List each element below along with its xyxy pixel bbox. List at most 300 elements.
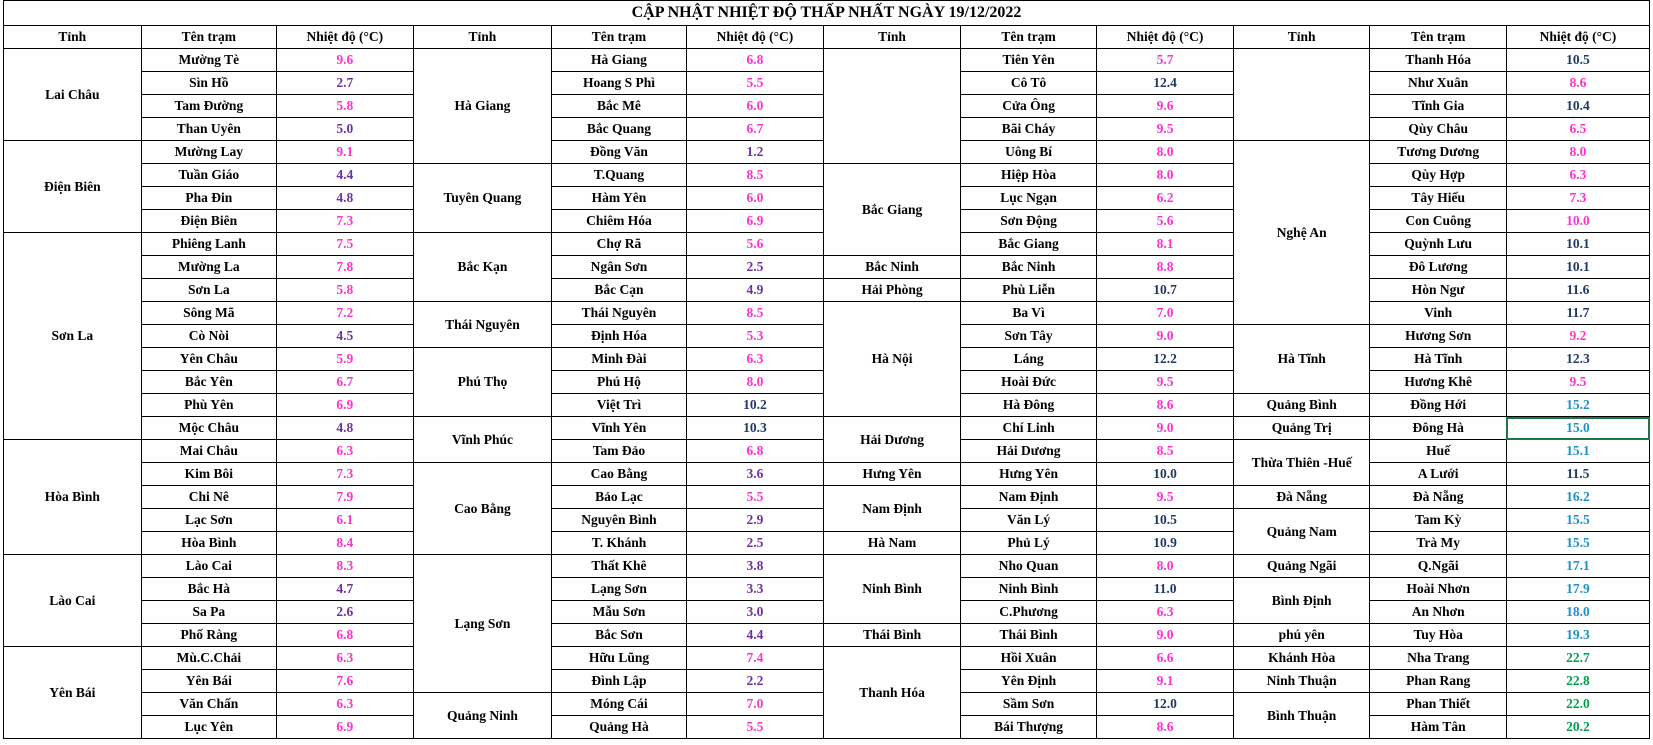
station-cell: Bãi Cháy — [960, 118, 1097, 141]
province-cell: Quảng Nam — [1233, 509, 1370, 555]
temp-cell: 6.8 — [686, 49, 824, 72]
province-cell: Hà Nội — [824, 302, 961, 417]
station-cell: Lạc Sơn — [141, 509, 276, 532]
temp-cell: 7.3 — [277, 463, 414, 486]
station-cell: Hưng Yên — [960, 463, 1097, 486]
col-header-temp: Nhiệt độ (°C) — [686, 26, 824, 49]
temp-cell: 10.0 — [1506, 210, 1649, 233]
station-cell: Hàm Yên — [552, 187, 686, 210]
province-cell: Phú Thọ — [413, 348, 552, 417]
temp-cell: 11.0 — [1097, 578, 1234, 601]
temp-cell: 11.5 — [1506, 463, 1649, 486]
temp-cell: 9.0 — [1097, 325, 1234, 348]
temp-cell: 6.0 — [686, 95, 824, 118]
temp-cell: 7.2 — [277, 302, 414, 325]
temp-cell: 5.6 — [686, 233, 824, 256]
temp-cell: 15.0 — [1506, 417, 1649, 440]
temp-cell: 6.8 — [277, 624, 414, 647]
province-cell: Cao Bằng — [413, 463, 552, 555]
temp-cell: 6.7 — [277, 371, 414, 394]
temp-cell: 8.6 — [1097, 394, 1234, 417]
temp-cell: 3.8 — [686, 555, 824, 578]
temp-cell: 4.8 — [277, 187, 414, 210]
station-cell: Yên Châu — [141, 348, 276, 371]
province-cell: Khánh Hòa — [1233, 647, 1370, 670]
temp-cell: 8.8 — [1097, 256, 1234, 279]
station-cell: Yên Bái — [141, 670, 276, 693]
temp-cell: 8.0 — [1097, 141, 1234, 164]
station-cell: Vĩnh Yên — [552, 417, 686, 440]
station-cell: Hải Dương — [960, 440, 1097, 463]
temp-cell: 6.3 — [686, 348, 824, 371]
station-cell: Q.Ngãi — [1370, 555, 1507, 578]
temp-cell: 9.5 — [1097, 486, 1234, 509]
province-cell: Yên Bái — [4, 647, 142, 739]
station-cell: Hòa Bình — [141, 532, 276, 555]
temp-cell: 22.0 — [1506, 693, 1649, 716]
temp-cell: 12.3 — [1506, 348, 1649, 371]
station-cell: Ninh Bình — [960, 578, 1097, 601]
temp-cell: 10.7 — [1097, 279, 1234, 302]
temp-cell: 9.6 — [1097, 95, 1234, 118]
province-cell: Điện Biên — [4, 141, 142, 233]
temp-cell: 8.0 — [1097, 164, 1234, 187]
station-cell: Bắc Giang — [960, 233, 1097, 256]
temp-cell: 4.4 — [686, 624, 824, 647]
station-cell: Than Uyên — [141, 118, 276, 141]
table-row — [4, 164, 1650, 187]
station-cell: Mộc Châu — [141, 417, 276, 440]
temp-cell: 7.4 — [686, 647, 824, 670]
station-cell: Mường La — [141, 256, 276, 279]
station-cell: Bảo Lạc — [552, 486, 686, 509]
station-cell: Phiêng Lanh — [141, 233, 276, 256]
temp-cell: 22.8 — [1506, 670, 1649, 693]
temp-cell: 3.6 — [686, 463, 824, 486]
temp-cell: 4.7 — [277, 578, 414, 601]
province-cell: Lạng Sơn — [413, 555, 552, 693]
station-cell: Sơn Tây — [960, 325, 1097, 348]
temp-cell: 5.8 — [277, 95, 414, 118]
station-cell: Con Cuông — [1370, 210, 1507, 233]
station-cell: Sa Pa — [141, 601, 276, 624]
station-cell: Hiệp Hòa — [960, 164, 1097, 187]
station-cell: Cò Nòi — [141, 325, 276, 348]
province-cell: Hải Phòng — [824, 279, 961, 302]
station-cell: Hoài Nhơn — [1370, 578, 1507, 601]
station-cell: Phù Yên — [141, 394, 276, 417]
station-cell: Mù.C.Chải — [141, 647, 276, 670]
station-cell: Sơn La — [141, 279, 276, 302]
temp-cell: 6.3 — [277, 693, 414, 716]
station-cell: Tam Đảo — [552, 440, 686, 463]
temp-cell: 6.3 — [1097, 601, 1234, 624]
temp-cell: 8.5 — [1097, 440, 1234, 463]
station-cell: Mường Tè — [141, 49, 276, 72]
temp-cell: 6.3 — [277, 440, 414, 463]
province-cell: Bắc Ninh — [824, 256, 961, 279]
table-row — [4, 624, 1650, 647]
province-cell: Quảng Ninh — [413, 693, 552, 739]
temp-cell: 6.3 — [1506, 164, 1649, 187]
temp-cell: 10.5 — [1506, 49, 1649, 72]
station-cell: Ba Vì — [960, 302, 1097, 325]
station-cell: Qùy Châu — [1370, 118, 1507, 141]
temp-cell: 6.8 — [686, 440, 824, 463]
temp-cell: 4.8 — [277, 417, 414, 440]
col-header-station: Tên trạm — [552, 26, 686, 49]
station-cell: T. Khánh — [552, 532, 686, 555]
temp-cell: 17.9 — [1506, 578, 1649, 601]
station-cell: Đông Hà — [1370, 417, 1507, 440]
header-row — [4, 26, 1650, 49]
temp-cell: 7.3 — [277, 210, 414, 233]
temp-cell: 6.2 — [1097, 187, 1234, 210]
station-cell: Bắc Ninh — [960, 256, 1097, 279]
temp-cell: 6.9 — [686, 210, 824, 233]
table-row — [4, 417, 1650, 440]
station-cell: T.Quang — [552, 164, 686, 187]
station-cell: Hữu Lũng — [552, 647, 686, 670]
station-cell: Tuy Hòa — [1370, 624, 1507, 647]
col-header-temp: Nhiệt độ (°C) — [1097, 26, 1234, 49]
station-cell: Mẫu Sơn — [552, 601, 686, 624]
temp-cell: 20.2 — [1506, 716, 1649, 739]
temp-cell: 7.0 — [686, 693, 824, 716]
station-cell: Điện Biên — [141, 210, 276, 233]
temp-cell: 5.9 — [277, 348, 414, 371]
temp-cell: 6.9 — [277, 716, 414, 739]
province-cell: Vĩnh Phúc — [413, 417, 552, 463]
station-cell: Nam Định — [960, 486, 1097, 509]
station-cell: Kim Bôi — [141, 463, 276, 486]
table-row — [4, 463, 1650, 486]
station-cell: Tuần Giáo — [141, 164, 276, 187]
temp-cell: 8.4 — [277, 532, 414, 555]
temp-cell: 5.3 — [686, 325, 824, 348]
temp-cell: 15.1 — [1506, 440, 1649, 463]
station-cell: Thanh Hóa — [1370, 49, 1507, 72]
temp-cell: 17.1 — [1506, 555, 1649, 578]
station-cell: Đà Nẵng — [1370, 486, 1507, 509]
station-cell: Hồi Xuân — [960, 647, 1097, 670]
temp-cell: 2.6 — [277, 601, 414, 624]
temp-cell: 10.5 — [1097, 509, 1234, 532]
province-cell: Quảng Bình — [1233, 394, 1370, 417]
station-cell: Hoang S Phì — [552, 72, 686, 95]
station-cell: Thái Nguyên — [552, 302, 686, 325]
temp-cell: 15.5 — [1506, 509, 1649, 532]
temp-cell: 3.0 — [686, 601, 824, 624]
temp-cell: 9.1 — [1097, 670, 1234, 693]
station-cell: Bắc Mê — [552, 95, 686, 118]
station-cell: Phù Liễn — [960, 279, 1097, 302]
station-cell: Nho Quan — [960, 555, 1097, 578]
province-cell: Hưng Yên — [824, 463, 961, 486]
province-cell: Ninh Thuận — [1233, 670, 1370, 693]
province-cell: Thừa Thiên -Huế — [1233, 440, 1370, 486]
station-cell: Phố Ràng — [141, 624, 276, 647]
station-cell: Chợ Rã — [552, 233, 686, 256]
temp-cell: 4.9 — [686, 279, 824, 302]
station-cell: Tiên Yên — [960, 49, 1097, 72]
station-cell: Yên Định — [960, 670, 1097, 693]
temp-cell: 6.6 — [1097, 647, 1234, 670]
station-cell: Việt Trì — [552, 394, 686, 417]
station-cell: Nha Trang — [1370, 647, 1507, 670]
temp-cell: 6.9 — [277, 394, 414, 417]
temp-cell: 10.3 — [686, 417, 824, 440]
temp-cell: 6.1 — [277, 509, 414, 532]
temp-cell: 2.5 — [686, 532, 824, 555]
temp-cell: 9.2 — [1506, 325, 1649, 348]
temp-cell: 5.0 — [277, 118, 414, 141]
temp-cell: 2.9 — [686, 509, 824, 532]
table-row — [4, 647, 1650, 670]
station-cell: Cô Tô — [960, 72, 1097, 95]
station-cell: Phú Hộ — [552, 371, 686, 394]
temp-cell: 6.3 — [277, 647, 414, 670]
station-cell: Phan Thiết — [1370, 693, 1507, 716]
station-cell: Đô Lương — [1370, 256, 1507, 279]
station-cell: Lạng Sơn — [552, 578, 686, 601]
province-cell: Nam Định — [824, 486, 961, 532]
station-cell: Văn Lý — [960, 509, 1097, 532]
station-cell: Sơn Động — [960, 210, 1097, 233]
station-cell: A Lưới — [1370, 463, 1507, 486]
temp-cell: 5.5 — [686, 716, 824, 739]
temp-cell: 2.7 — [277, 72, 414, 95]
station-cell: Tương Dương — [1370, 141, 1507, 164]
page-title: CẬP NHẬT NHIỆT ĐỘ THẤP NHẤT NGÀY 19/12/2022 — [4, 1, 1650, 26]
station-cell: Chí Linh — [960, 417, 1097, 440]
temp-cell: 5.5 — [686, 72, 824, 95]
station-cell: Bắc Hà — [141, 578, 276, 601]
station-cell: Hương Sơn — [1370, 325, 1507, 348]
province-cell: Bắc Giang — [824, 164, 961, 256]
temp-cell: 8.0 — [1097, 555, 1234, 578]
province-cell: Thái Bình — [824, 624, 961, 647]
station-cell: Đồng Văn — [552, 141, 686, 164]
temp-cell: 15.2 — [1506, 394, 1649, 417]
col-header-station: Tên trạm — [1370, 26, 1507, 49]
station-cell: Hoài Đức — [960, 371, 1097, 394]
province-cell: Thanh Hóa — [824, 647, 961, 739]
station-cell: Chiêm Hóa — [552, 210, 686, 233]
station-cell: Hàm Tân — [1370, 716, 1507, 739]
station-cell: Chi Nê — [141, 486, 276, 509]
temp-cell: 10.2 — [686, 394, 824, 417]
temp-cell: 15.5 — [1506, 532, 1649, 555]
station-cell: Uông Bí — [960, 141, 1097, 164]
col-header-province: Tỉnh — [413, 26, 552, 49]
temp-cell: 7.0 — [1097, 302, 1234, 325]
station-cell: Láng — [960, 348, 1097, 371]
station-cell: Lục Ngạn — [960, 187, 1097, 210]
province-cell: Hà Tĩnh — [1233, 325, 1370, 394]
temp-cell: 9.6 — [277, 49, 414, 72]
station-cell: Tây Hiếu — [1370, 187, 1507, 210]
province-cell: Hà Giang — [413, 49, 552, 164]
temp-cell: 9.0 — [1097, 417, 1234, 440]
station-cell: Qùy Hợp — [1370, 164, 1507, 187]
station-cell: Phan Rang — [1370, 670, 1507, 693]
table-row — [4, 486, 1650, 509]
station-cell: Phủ Lý — [960, 532, 1097, 555]
station-cell: Bái Thượng — [960, 716, 1097, 739]
station-cell: Quỳnh Lưu — [1370, 233, 1507, 256]
station-cell: Huế — [1370, 440, 1507, 463]
temp-cell: 18.0 — [1506, 601, 1649, 624]
temp-cell: 3.3 — [686, 578, 824, 601]
temp-cell: 11.7 — [1506, 302, 1649, 325]
province-cell — [1233, 49, 1370, 141]
province-cell — [824, 49, 961, 164]
temp-cell: 4.5 — [277, 325, 414, 348]
station-cell: Mường Lay — [141, 141, 276, 164]
province-cell: Nghệ An — [1233, 141, 1370, 325]
table-row — [4, 555, 1650, 578]
station-cell: Hà Đông — [960, 394, 1097, 417]
table-row — [4, 532, 1650, 555]
col-header-station: Tên trạm — [960, 26, 1097, 49]
station-cell: Đình Lập — [552, 670, 686, 693]
province-cell: Bình Định — [1233, 578, 1370, 624]
station-cell: Thái Bình — [960, 624, 1097, 647]
station-cell: Hà Giang — [552, 49, 686, 72]
temp-cell: 7.5 — [277, 233, 414, 256]
table-row — [4, 302, 1650, 325]
station-cell: Quảng Hà — [552, 716, 686, 739]
temp-cell: 4.4 — [277, 164, 414, 187]
station-cell: Móng Cái — [552, 693, 686, 716]
temp-cell: 9.5 — [1506, 371, 1649, 394]
station-cell: Bắc Cạn — [552, 279, 686, 302]
temp-cell: 9.1 — [277, 141, 414, 164]
table-row — [4, 279, 1650, 302]
station-cell: Trà My — [1370, 532, 1507, 555]
temp-cell: 8.5 — [686, 164, 824, 187]
station-cell: C.Phương — [960, 601, 1097, 624]
temp-cell: 10.1 — [1506, 256, 1649, 279]
station-cell: An Nhơn — [1370, 601, 1507, 624]
station-cell: Bắc Quang — [552, 118, 686, 141]
temp-cell: 12.4 — [1097, 72, 1234, 95]
temp-cell: 10.4 — [1506, 95, 1649, 118]
temp-cell: 9.5 — [1097, 118, 1234, 141]
province-cell: Đà Nẵng — [1233, 486, 1370, 509]
temp-cell: 5.6 — [1097, 210, 1234, 233]
temp-cell: 8.1 — [1097, 233, 1234, 256]
station-cell: Lào Cai — [141, 555, 276, 578]
station-cell: Định Hóa — [552, 325, 686, 348]
temp-cell: 11.6 — [1506, 279, 1649, 302]
temp-cell: 8.3 — [277, 555, 414, 578]
province-cell: Quảng Trị — [1233, 417, 1370, 440]
province-cell: Hòa Bình — [4, 440, 142, 555]
temp-cell: 5.7 — [1097, 49, 1234, 72]
col-header-province: Tỉnh — [824, 26, 961, 49]
province-cell: Lào Cai — [4, 555, 142, 647]
table-row — [4, 49, 1650, 72]
col-header-temp: Nhiệt độ (°C) — [1506, 26, 1649, 49]
province-cell: Hải Dương — [824, 417, 961, 463]
province-cell: Hà Nam — [824, 532, 961, 555]
province-cell: Bình Thuận — [1233, 693, 1370, 739]
station-cell: Hòn Ngư — [1370, 279, 1507, 302]
temp-cell: 12.2 — [1097, 348, 1234, 371]
station-cell: Ngân Sơn — [552, 256, 686, 279]
province-cell: Tuyên Quang — [413, 164, 552, 233]
col-header-station: Tên trạm — [141, 26, 276, 49]
station-cell: Mai Châu — [141, 440, 276, 463]
table-row — [4, 256, 1650, 279]
temp-cell: 10.0 — [1097, 463, 1234, 486]
station-cell: Bắc Yên — [141, 371, 276, 394]
province-cell: Lai Châu — [4, 49, 142, 141]
station-cell: Văn Chấn — [141, 693, 276, 716]
col-header-temp: Nhiệt độ (°C) — [277, 26, 414, 49]
temp-cell: 2.2 — [686, 670, 824, 693]
station-cell: Như Xuân — [1370, 72, 1507, 95]
col-header-province: Tỉnh — [4, 26, 142, 49]
temperature-table — [3, 0, 1650, 739]
station-cell: Sầm Sơn — [960, 693, 1097, 716]
province-cell: Sơn La — [4, 233, 142, 440]
province-cell: phú yên — [1233, 624, 1370, 647]
temp-cell: 19.3 — [1506, 624, 1649, 647]
temp-cell: 8.0 — [686, 371, 824, 394]
temp-cell: 7.9 — [277, 486, 414, 509]
temp-cell: 7.6 — [277, 670, 414, 693]
province-cell: Thái Nguyên — [413, 302, 552, 348]
temp-cell: 9.5 — [1097, 371, 1234, 394]
station-cell: Sìn Hồ — [141, 72, 276, 95]
col-header-province: Tỉnh — [1233, 26, 1370, 49]
station-cell: Cao Bằng — [552, 463, 686, 486]
station-cell: Sông Mã — [141, 302, 276, 325]
station-cell: Đồng Hới — [1370, 394, 1507, 417]
province-cell: Bắc Kạn — [413, 233, 552, 302]
station-cell: Minh Đài — [552, 348, 686, 371]
temp-cell: 10.1 — [1506, 233, 1649, 256]
station-cell: Lục Yên — [141, 716, 276, 739]
temp-cell: 16.2 — [1506, 486, 1649, 509]
station-cell: Thất Khê — [552, 555, 686, 578]
station-cell: Tam Đường — [141, 95, 276, 118]
temp-cell: 10.9 — [1097, 532, 1234, 555]
temp-cell: 1.2 — [686, 141, 824, 164]
province-cell: Quảng Ngãi — [1233, 555, 1370, 578]
temp-cell: 6.7 — [686, 118, 824, 141]
temp-cell: 7.8 — [277, 256, 414, 279]
temp-cell: 9.0 — [1097, 624, 1234, 647]
station-cell: Vinh — [1370, 302, 1507, 325]
station-cell: Cửa Ông — [960, 95, 1097, 118]
temp-cell: 8.0 — [1506, 141, 1649, 164]
temp-cell: 2.5 — [686, 256, 824, 279]
station-cell: Hương Khê — [1370, 371, 1507, 394]
temp-cell: 8.6 — [1506, 72, 1649, 95]
station-cell: Hà Tĩnh — [1370, 348, 1507, 371]
province-cell: Ninh Bình — [824, 555, 961, 624]
temp-cell: 22.7 — [1506, 647, 1649, 670]
temp-cell: 12.0 — [1097, 693, 1234, 716]
station-cell: Tĩnh Gia — [1370, 95, 1507, 118]
temp-cell: 6.5 — [1506, 118, 1649, 141]
station-cell: Nguyên Bình — [552, 509, 686, 532]
temp-cell: 7.3 — [1506, 187, 1649, 210]
